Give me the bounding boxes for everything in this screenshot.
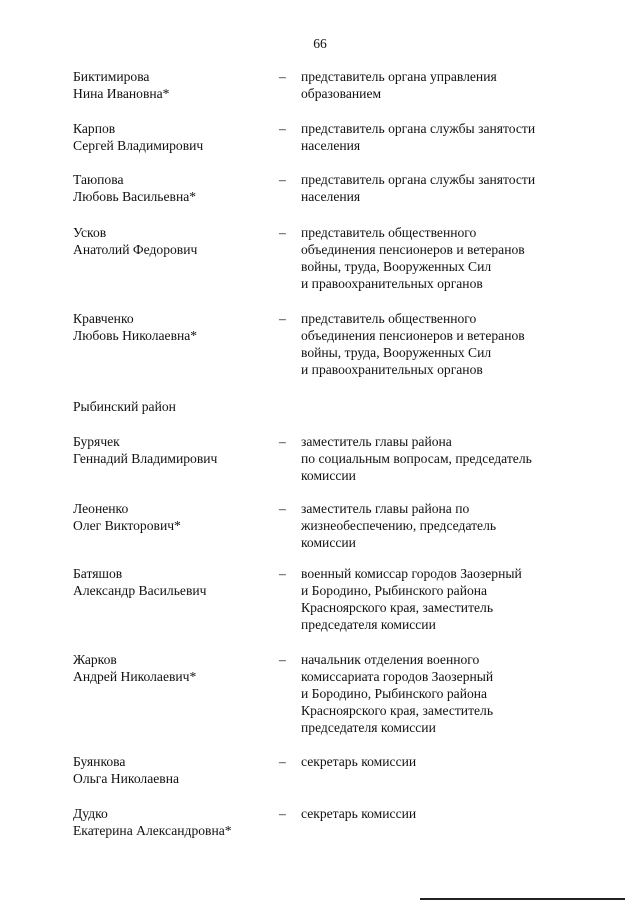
member-role <box>301 805 576 822</box>
role-line: объединения пенсионеров и ветеранов <box>301 242 525 257</box>
dash-separator: – <box>279 754 286 769</box>
member-role <box>301 433 576 484</box>
member-role <box>301 651 576 736</box>
member-role <box>301 68 576 102</box>
member-given-names: Геннадий Владимирович <box>73 451 218 466</box>
role-line: представитель общественного <box>301 311 477 326</box>
page-number: 66 <box>313 36 327 51</box>
role-line: войны, труда, Вооруженных Сил <box>301 259 492 274</box>
role-line: войны, труда, Вооруженных Сил <box>301 345 492 360</box>
member-surname: Карпов <box>73 121 116 136</box>
role-line: заместитель главы района <box>301 434 452 449</box>
member-given-names: Нина Ивановна* <box>73 86 170 101</box>
member-name <box>73 171 273 205</box>
member-role <box>301 120 576 154</box>
member-surname: Усков <box>73 225 107 240</box>
role-line: комиссариата городов Заозерный <box>301 669 494 684</box>
role-line: представитель органа службы занятости <box>301 172 536 187</box>
member-surname: Жарков <box>73 652 117 667</box>
member-name <box>73 224 273 258</box>
member-name <box>73 433 273 467</box>
role-line: представитель органа службы занятости <box>301 121 536 136</box>
dash-separator: – <box>279 806 286 821</box>
member-role <box>301 224 576 292</box>
member-given-names: Сергей Владимирович <box>73 138 204 153</box>
role-line: секретарь комиссии <box>301 754 417 769</box>
role-line: объединения пенсионеров и ветеранов <box>301 328 525 343</box>
role-line: представитель органа управления <box>301 69 497 84</box>
member-surname: Бурячек <box>73 434 120 449</box>
role-line: и Бородино, Рыбинского района <box>301 583 488 598</box>
role-line: населения <box>301 189 361 204</box>
member-surname: Дудко <box>73 806 108 821</box>
member-given-names: Любовь Николаевна* <box>73 328 198 343</box>
role-line: военный комиссар городов Заозерный <box>301 566 522 581</box>
member-role <box>301 310 576 378</box>
member-name <box>73 68 273 102</box>
role-line: комиссии <box>301 468 356 483</box>
member-given-names: Екатерина Александровна* <box>73 823 232 838</box>
dash-separator: – <box>279 311 286 326</box>
dash-separator: – <box>279 121 286 136</box>
role-line: заместитель главы района по <box>301 501 470 516</box>
role-line: председателя комиссии <box>301 720 436 735</box>
section-title: Рыбинский район <box>73 399 176 414</box>
member-surname: Кравченко <box>73 311 134 326</box>
role-line: начальник отделения военного <box>301 652 480 667</box>
role-line: Красноярского края, заместитель <box>301 600 494 615</box>
role-line: и Бородино, Рыбинского района <box>301 686 488 701</box>
dash-separator: – <box>279 434 286 449</box>
member-name <box>73 120 273 154</box>
member-role <box>301 565 576 633</box>
role-line: Красноярского края, заместитель <box>301 703 494 718</box>
member-role <box>301 753 576 770</box>
dash-separator: – <box>279 501 286 516</box>
dash-separator: – <box>279 566 286 581</box>
dash-separator: – <box>279 652 286 667</box>
member-surname: Буянкова <box>73 754 126 769</box>
dash-separator: – <box>279 69 286 84</box>
member-name <box>73 651 273 685</box>
member-given-names: Александр Васильевич <box>73 583 207 598</box>
member-given-names: Андрей Николаевич* <box>73 669 197 684</box>
dash-separator: – <box>279 172 286 187</box>
member-role <box>301 171 576 205</box>
dash-separator: – <box>279 225 286 240</box>
member-surname: Леоненко <box>73 501 129 516</box>
member-surname: Батяшов <box>73 566 123 581</box>
scan-edge-line <box>420 898 625 900</box>
role-line: по социальным вопросам, председатель <box>301 451 532 466</box>
member-name <box>73 753 273 787</box>
role-line: населения <box>301 138 361 153</box>
member-name <box>73 565 273 599</box>
role-line: представитель общественного <box>301 225 477 240</box>
role-line: и правоохранительных органов <box>301 276 483 291</box>
member-name <box>73 805 273 839</box>
member-given-names: Олег Викторович* <box>73 518 181 533</box>
member-given-names: Анатолий Федорович <box>73 242 198 257</box>
role-line: секретарь комиссии <box>301 806 417 821</box>
role-line: председателя комиссии <box>301 617 436 632</box>
member-given-names: Любовь Васильевна* <box>73 189 197 204</box>
role-line: образованием <box>301 86 382 101</box>
member-surname: Биктимирова <box>73 69 150 84</box>
member-name <box>73 310 273 344</box>
member-surname: Таюпова <box>73 172 124 187</box>
role-line: жизнеобеспечению, председатель <box>301 518 497 533</box>
role-line: комиссии <box>301 535 356 550</box>
role-line: и правоохранительных органов <box>301 362 483 377</box>
member-name <box>73 500 273 534</box>
member-role <box>301 500 576 551</box>
member-given-names: Ольга Николаевна <box>73 771 180 786</box>
